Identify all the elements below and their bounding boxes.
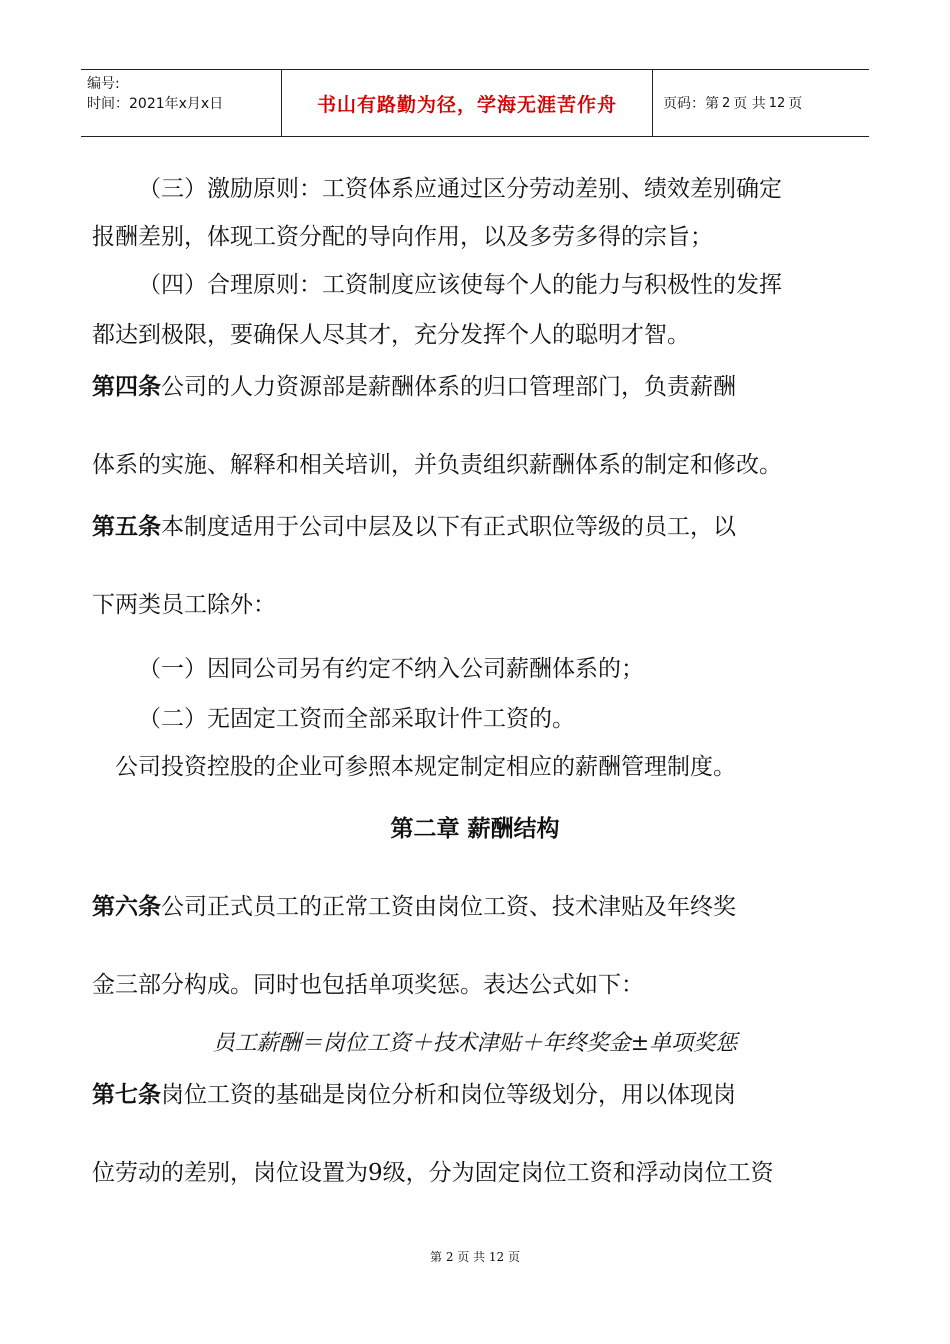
article-7-cont: 位劳动的差别，岗位设置为9级，分为固定岗位工资和浮动岗位工资	[92, 1160, 774, 1186]
article-7-title: 第七条	[92, 1082, 161, 1108]
article-7-text: 岗位工资的基础是岗位分析和岗位等级划分，用以体现岗	[161, 1082, 736, 1108]
page-number: 2	[722, 95, 731, 111]
header-meta	[81, 70, 282, 136]
article-4-title: 第四条	[92, 374, 161, 400]
doc-time-label: 时间：2021年x月x日	[87, 96, 224, 112]
para-incentive-line2: 报酬差别，体现工资分配的导向作用，以及多劳多得的宗旨；	[92, 224, 713, 250]
article-5-text: 本制度适用于公司中层及以下有正式职位等级的员工，以	[161, 514, 736, 540]
header-page-info	[653, 70, 869, 136]
chapter-title: 第二章 薪酬结构	[390, 816, 560, 842]
salary-formula: 员工薪酬＝岗位工资＋技术津贴＋年终奖金±单项奖惩	[212, 1031, 738, 1056]
page-prefix: 页码：第	[663, 96, 719, 112]
article-4-text: 公司的人力资源部是薪酬体系的归口管理部门，负责薪酬	[161, 374, 736, 400]
para-reasonable-line1: （四）合理原则：工资制度应该使每个人的能力与积极性的发挥	[138, 272, 782, 298]
exception-1: （一）因同公司另有约定不纳入公司薪酬体系的；	[138, 656, 644, 682]
page-suffix: 页	[788, 96, 803, 112]
article-6-text: 公司正式员工的正常工资由岗位工资、技术津贴及年终奖	[161, 894, 736, 920]
article-6-cont: 金三部分构成。同时也包括单项奖惩。表达公式如下：	[92, 972, 644, 998]
para-incentive-line1: （三）激励原则：工资体系应通过区分劳动差别、绩效差别确定	[138, 176, 782, 202]
article-6	[92, 888, 862, 921]
exception-2: （二）无固定工资而全部采取计件工资的。	[138, 706, 575, 732]
article-6-title: 第六条	[92, 894, 161, 920]
note-subsidiaries: 公司投资控股的企业可参照本规定制定相应的薪酬管理制度。	[115, 754, 736, 780]
page-header	[81, 69, 869, 137]
header-motto: 书山有路勤为径，学海无涯苦作舟	[282, 70, 653, 136]
page-footer: 第 2 页 共 12 页	[430, 1250, 520, 1264]
article-4	[92, 368, 862, 401]
page-mid: 页 共	[733, 96, 766, 112]
article-4-cont: 体系的实施、解释和相关培训，并负责组织薪酬体系的制定和修改。	[92, 452, 782, 478]
article-5-cont: 下两类员工除外：	[92, 592, 276, 618]
article-5	[92, 508, 862, 541]
article-7	[92, 1076, 862, 1109]
page-total: 12	[768, 95, 786, 111]
article-5-title: 第五条	[92, 514, 161, 540]
para-reasonable-line2: 都达到极限，要确保人尽其才，充分发挥个人的聪明才智。	[92, 322, 690, 348]
doc-code-label: 编号:	[87, 76, 120, 92]
